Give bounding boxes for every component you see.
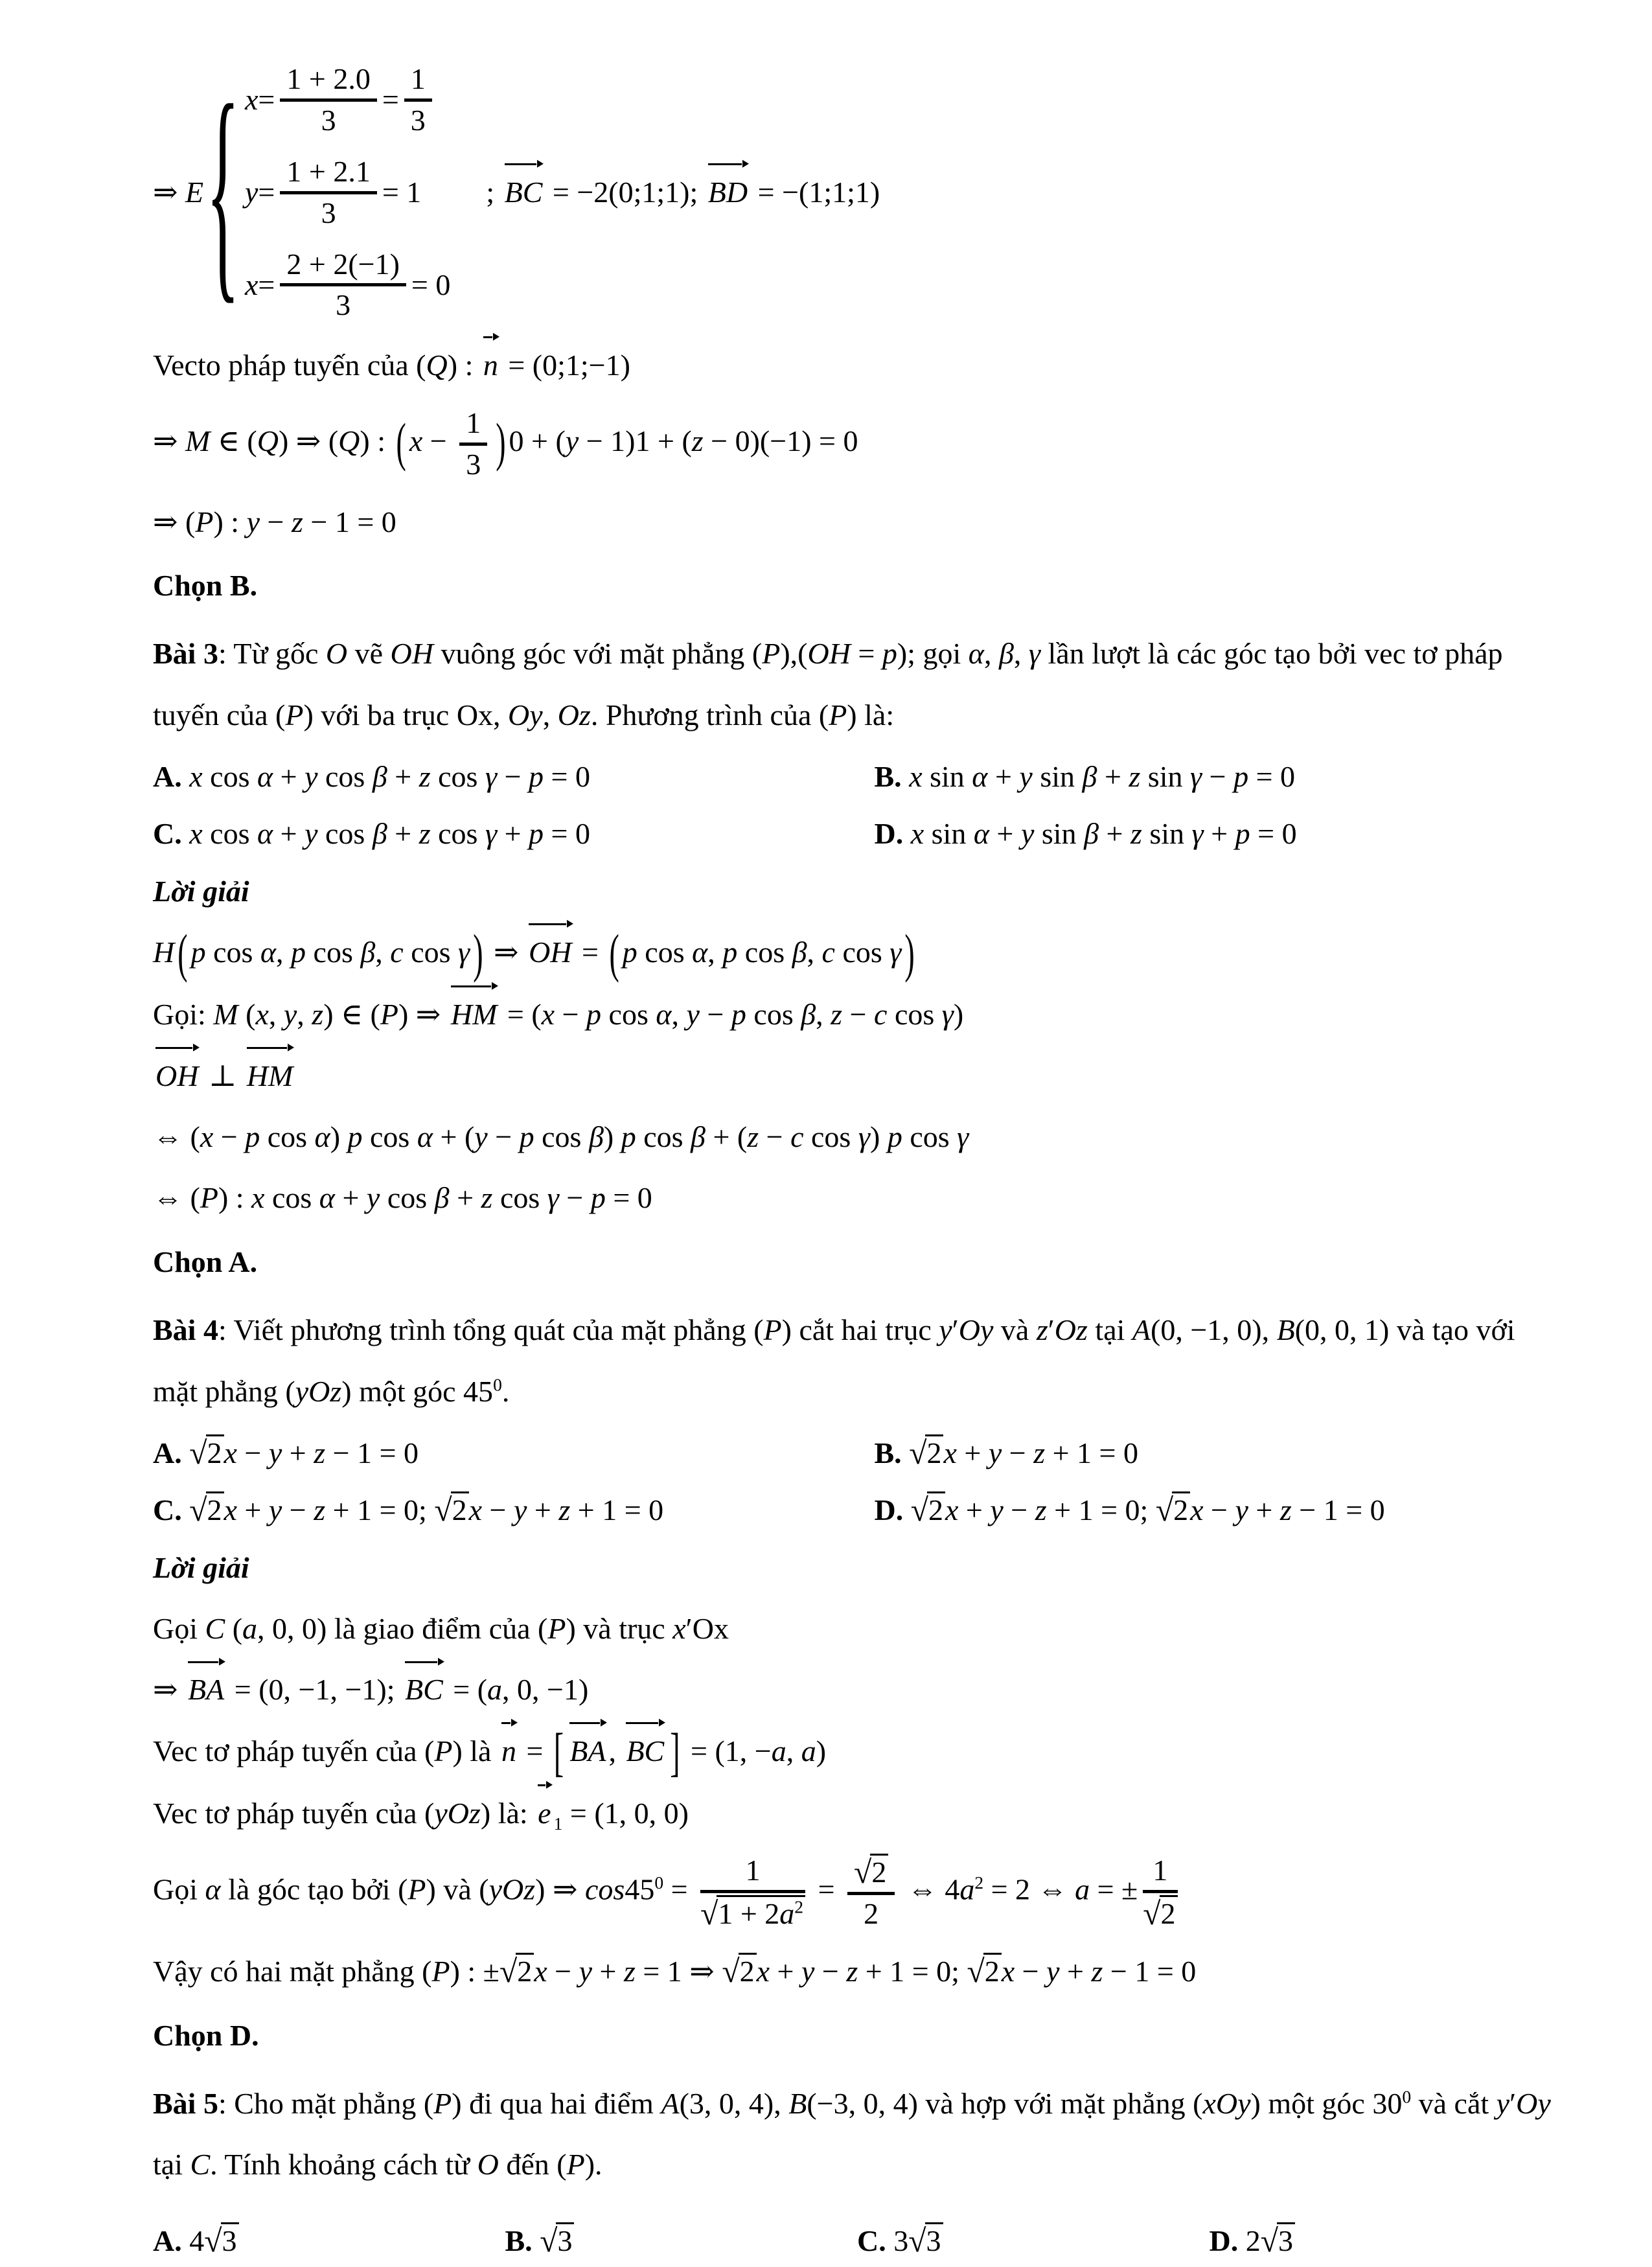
answer-chon-d: Chọn D.: [153, 2018, 259, 2052]
bai-5-option-c: C. 3√3: [857, 2215, 1210, 2267]
system-equations: [245, 62, 450, 323]
system-equation-y: y = $\frac{1 + 2.1}{3}$ = 1: [245, 154, 422, 229]
line-plane-p-result: ⇒ (P) : y − z − 1 = 0: [153, 505, 396, 538]
bai-5-option-d: D. 2√3: [1210, 2215, 1562, 2267]
bai-5-option-b: B. √3: [505, 2215, 858, 2267]
bai-3-options-row-1: [153, 751, 1561, 803]
bai-5-heading: Bài 5: Cho mặt phẳng (P) đi qua hai điểm A(3, 0, 4), B(−3, 0, 4) và hợp với mặt phẳng (xOy) một góc $30^0$ và cắt y′Oy tại C. Tính khoảng cách từ O đến (P).: [153, 2086, 1551, 2181]
system-equation-z: x = $\frac{2 + 2(-1)}{3}$ = 0: [245, 247, 451, 322]
line-m-in-q-equation: ⇒ M ∈ (Q) ⇒ (Q) : ( x − $\frac{1}{3}$ ) 0 + (y − 1)1 + (z − 0)(−1) = 0: [153, 406, 858, 481]
bai-3-options-row-2: [153, 808, 1561, 860]
bai-4-option-d: D. √2x + y − z + 1 = 0; √2x − y + z − 1 = 0: [874, 1492, 1385, 1528]
line-h-oh-vector: H ( p cos α, p cos β, c cos γ ) ⇒ OH = ( p cos α, p cos β, c cos γ ): [153, 923, 915, 983]
equation-system-block: [153, 58, 1561, 325]
bai-4-option-c: C. √2x + y − z + 1 = 0; √2x − y + z + 1 = 0: [153, 1492, 664, 1528]
line-normal-vector-p-cross: Vec tơ pháp tuyến của (P) là n = [ BA, BC ] = (1, −a, a): [153, 1721, 827, 1782]
loi-giai-bai-3: Lời giải: [153, 874, 249, 908]
bai-4-option-a: A. √2x − y + z − 1 = 0: [153, 1434, 419, 1471]
line-normal-vector-yoz: Vec tơ pháp tuyến của (yOz) là: e $_1$ = (1, 0, 0): [153, 1793, 1561, 1834]
line-goi-alpha-cos45: Gọi α là góc tạo bởi (P) và (yOz) ⇒ $\cos 45^0$ = $\frac{1}{√1 + 2a^2}$ = $\frac{√2}{2}$ ⇔ $4a^2 = 2$ ⇔ a = ± $\frac{1}{√2}$: [153, 1854, 1561, 1931]
system-brace: {: [206, 58, 240, 325]
answer-chon-b: Chọn B.: [153, 568, 258, 602]
line-normal-vector-q: Vecto pháp tuyến của (Q) : n = (0;1;−1): [153, 345, 1561, 386]
line-goi-c-intersection: Gọi C (a, 0, 0) là giao điểm của (P) và trục x′Ox: [153, 1612, 729, 1645]
line-plane-p-cos-equation: ⇔ (P) : x cos α + y cos β + z cos γ − p = 0: [153, 1181, 652, 1215]
bai-3-heading: Bài 3: Từ gốc O vẽ OH vuông góc với mặt phẳng (P),(OH = p); gọi α, β, γ lần lượt là các góc tạo bởi vec tơ pháp tuyến của (P) với ba trục Ox, Oy, Oz. Phương trình của (P) là:: [153, 637, 1503, 731]
bai-4-options-row-2: [153, 1484, 1561, 1536]
bai-4-option-b: B. √2x + y − z + 1 = 0: [874, 1434, 1138, 1471]
answer-chon-a: Chọn A.: [153, 1245, 258, 1278]
line-expanded-dot-product: ⇔ (x − p cos α) p cos α + (y − p cos β) p cos β + (z − c cos γ) p cos γ: [153, 1120, 969, 1154]
line-oh-perp-hm: OH ⊥ HM: [153, 1055, 1561, 1097]
line-ba-bc-vectors: ⇒ BA = (0, −1, −1); BC = (a, 0, −1): [153, 1669, 1561, 1710]
bai-5-options-row: [153, 2215, 1561, 2267]
bai-3-option-d: D. x sin α + y sin β + z sin γ + p = 0: [874, 817, 1297, 851]
line-goi-m-hm-vector: Gọi: M (x, y, z) ∈ (P) ⇒ HM = (x − p cos α, y − p cos β, z − c cos γ): [153, 994, 1561, 1035]
system-prefix: ⇒ E: [153, 175, 204, 209]
line-vay-two-planes: Vậy có hai mặt phẳng (P) : ±√2x − y + z = 1 ⇒ √2x + y − z + 1 = 0; √2x − y + z − 1 = 0: [153, 1953, 1197, 1990]
system-equation-x: x = $\frac{1 + 2.0}{3}$ = $\frac{1}{3}$: [245, 62, 450, 138]
document-page: [153, 58, 1561, 2267]
bai-5-option-a: A. 4√3: [153, 2215, 505, 2267]
bai-3-option-c: C. x cos α + y cos β + z cos γ + p = 0: [153, 817, 590, 851]
loi-giai-bai-4: Lời giải: [153, 1550, 249, 1584]
bai-4-heading: Bài 4: Viết phương trình tổng quát của mặt phẳng (P) cắt hai trục y′Oy và z′Oz tại A(0, −1, 0), B(0, 0, 1) và tạo với mặt phẳng (yOz) một góc $45^0$.: [153, 1313, 1515, 1408]
bai-3-option-a: A. x cos α + y cos β + z cos γ − p = 0: [153, 759, 590, 793]
system-side-vectors: ; BC = −2(0;1;1); BD = −(1;1;1): [486, 172, 880, 213]
bai-3-option-b: B. x sin α + y sin β + z sin γ − p = 0: [874, 759, 1296, 793]
bai-4-options-row-1: [153, 1427, 1561, 1479]
